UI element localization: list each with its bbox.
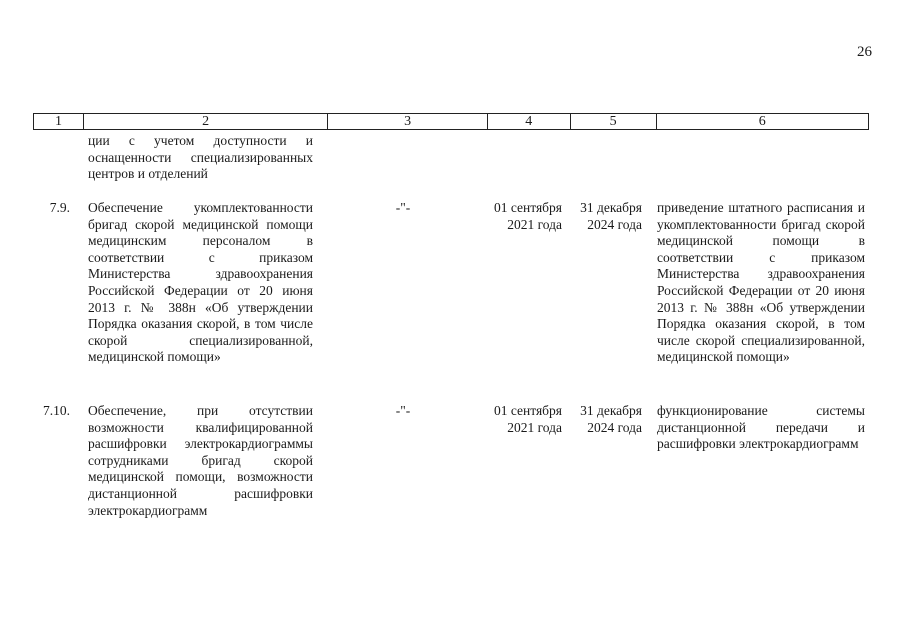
header-col-2: 2: [84, 114, 328, 129]
header-col-1: 1: [34, 114, 84, 129]
row-7-10-start-date: 01 сентября 2021 года: [493, 403, 562, 435]
header-col-3: 3: [328, 114, 488, 129]
row-7-9-start-date: 01 сентября 2021 года: [493, 200, 562, 232]
row-7-9-number: 7.9.: [49, 200, 70, 215]
row-continuation-description: ции с учетом доступности и оснащенности специализированных центров и отделений: [88, 133, 313, 182]
header-col-5: 5: [571, 114, 657, 129]
page-number: 26: [857, 44, 872, 60]
row-7-9-result: приведение штатного расписания и укомплектованности бригад скорой медицинской помощи в соответствии с приказом Министерства здравоохранения Российской Федерации от 20 июня 2013 г. № 388н «Об утверждении Порядка оказания скорой, в том числе скорой специализированной, медицинской помощи»: [657, 200, 865, 365]
header-col-4: 4: [488, 114, 571, 129]
row-7-10-number: 7.10.: [43, 403, 70, 418]
table-header-row: [33, 113, 869, 130]
row-7-10-responsible: -"-: [395, 403, 411, 418]
row-7-9-responsible: -"-: [395, 200, 411, 215]
row-7-10-description: Обеспечение, при отсутствии возможности квалифицированной расшифровки электрокардиограммы сотрудниками бригад скорой медицинской помощи, возможности дистанционной расшифровки электрокардиограмм: [88, 403, 313, 518]
header-col-6: 6: [758, 114, 766, 129]
row-7-10-result: функционирование системы дистанционной передачи и расшифровки электрокардиограмм: [657, 403, 865, 452]
row-7-9-description: Обеспечение укомплектованности бригад скорой медицинской помощи медицинским персоналом в соответствии с приказом Министерства здравоохранения Российской Федерации от 20 июня 2013 г. № 388н «Об утверждении Порядка оказания скорой, в том числе скорой специализированной, медицинской помощи»: [88, 200, 313, 365]
row-7-10-end-date: 31 декабря 2024 года: [580, 403, 642, 435]
row-7-9-end-date: 31 декабря 2024 года: [580, 200, 642, 232]
